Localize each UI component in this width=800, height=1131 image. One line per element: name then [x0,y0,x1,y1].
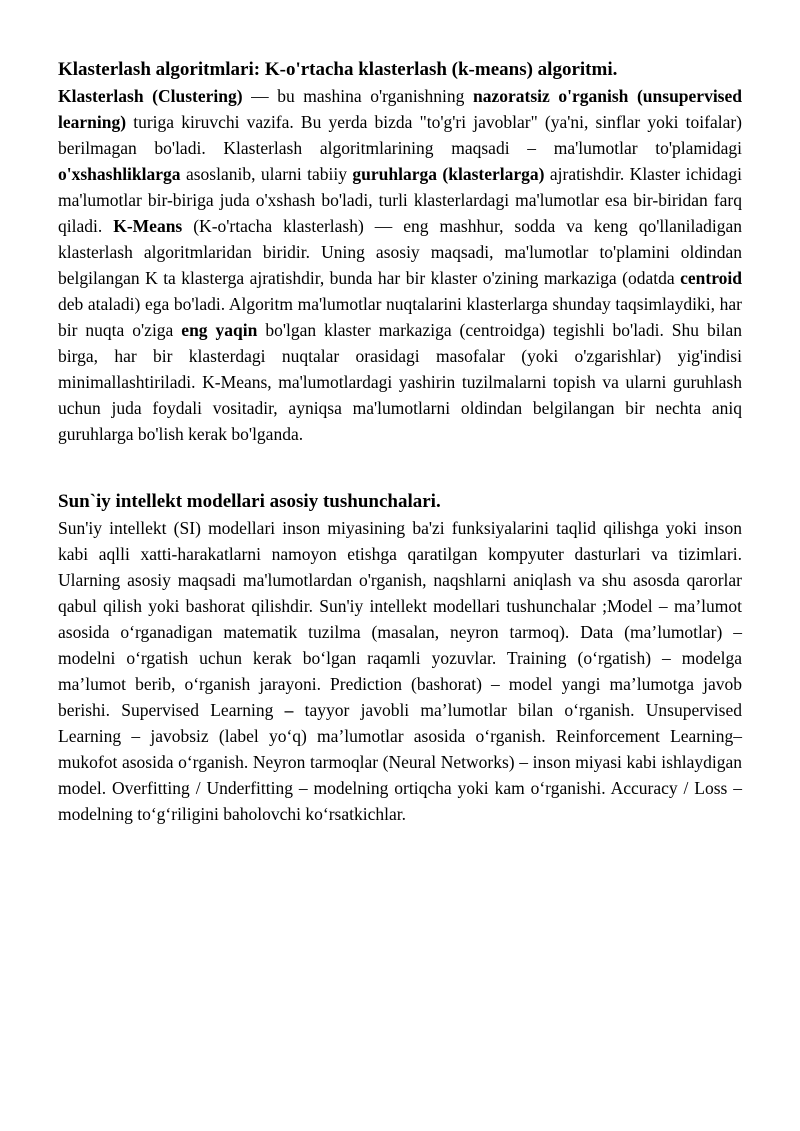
text-run: (K-o'rtacha klasterlash) — eng mashhur, sodda va keng qo'llaniladigan klasterlash algoritmlaridan biridir. Uning asosiy maqsadi, ma'lumotlar to'plamini oldindan belgilangan K ta klasterga ajratishdir, bunda har bir klaster o'zining markaziga (odatda [58,216,742,288]
section-heading-clustering: Klasterlash algoritmlari: K-o'rtacha klasterlash (k-means) algoritmi. [58,59,618,80]
paragraph-clustering [58,83,742,447]
text-run: nazoratsiz o'rganish (unsupervised learning) [58,86,742,132]
section-clustering [58,57,742,447]
paragraph-ai-concepts [58,515,742,827]
section-ai-concepts [58,489,742,827]
text-run: centroid [680,268,742,288]
section-heading-ai-concepts: Sun`iy intellekt modellari asosiy tushunchalari. [58,491,441,512]
text-run: eng yaqin [181,320,258,340]
text-run: turiga kiruvchi vazifa. Bu yerda bizda "to'g'ri javoblar" (ya'ni, sinflar yoki toifalar) berilmagan bo'ladi. Klasterlash algoritmlarining maqsadi – ma'lumotlar to'plamidagi [58,112,742,158]
text-run: tayyor javobli ma’lumotlar bilan o‘rganish. Unsupervised Learning – javobsiz (label yo‘q) ma’lumotlar asosida o‘rganish. Reinforcement Learning– mukofot asosida o‘rganish. Neyron tarmoqlar (Neural Networks) – inson miyasi kabi ishlaydigan model. Overfitting / Underfitting – modelning ortiqcha yoki kam o‘rganishi. Accuracy / Loss – modelning to‘g‘riligini baholovchi ko‘rsatkichlar. [58,700,742,824]
text-run: bo'lgan klaster markaziga (centroidga) tegishli bo'ladi. Shu bilan birga, har bir klasterdagi nuqtalar orasidagi masofalar (yoki o'zgarishlar) yig'indisi minimallashtiriladi. K-Means, ma'lumotlardagi yashirin tuzilmalarni topish va ularni guruhlash uchun juda foydali vositadir, ayniqsa ma'lumotlarni oldindan belgilangan bir nechta aniq guruhlarga bo'lish kerak bo'lganda. [58,320,742,444]
text-run: guruhlarga (klasterlarga) [352,164,545,184]
document-page [58,57,742,827]
text-run: Klasterlash (Clustering) [58,86,243,106]
text-run: ajratishdir. Klaster ichidagi ma'lumotlar bir-biriga juda o'xshash bo'ladi, turli klasterlardagi ma'lumotlar esa bir-biridan farq qiladi. [58,164,743,236]
text-run: deb ataladi) ega bo'ladi. Algoritm ma'lumotlar nuqtalarini klasterlarga shunday taqsimlaydiki, har bir nuqta o'ziga [58,294,742,340]
text-run: Sun'iy intellekt (SI) modellari inson miyasining ba'zi funksiyalarini taqlid qilishga yoki inson kabi aqlli xatti-harakatlarni namoyon etishga qaratilgan kompyuter dasturlari va tizimlari. Ularning asosiy maqsadi ma'lumotlardan o'rganish, naqshlarni aniqlash va shu asosda qarorlar qabul qilish yoki bashorat qilishdir. Sun'iy intellekt modellari tushunchalar ;Model – ma’lumot asosida o‘rganadigan matematik tuzilma (masalan, neyron tarmoq). Data (ma’lumotlar) – modelni o‘rgatish uchun kerak bo‘lgan raqamli yozuvlar. Training (o‘rgatish) – modelga ma’lumot berib, o‘rganish jarayoni. Prediction (bashorat) – model yangi ma’lumotga javob berishi. Supervised Learning [58,518,742,720]
text-run: – [284,700,294,720]
text-run: asoslanib, ularni tabiiy [180,164,353,184]
text-run: — bu mashina o'rganishning [242,86,473,106]
text-run: K-Means [113,216,183,236]
text-run: o'xshashliklarga [58,164,181,184]
